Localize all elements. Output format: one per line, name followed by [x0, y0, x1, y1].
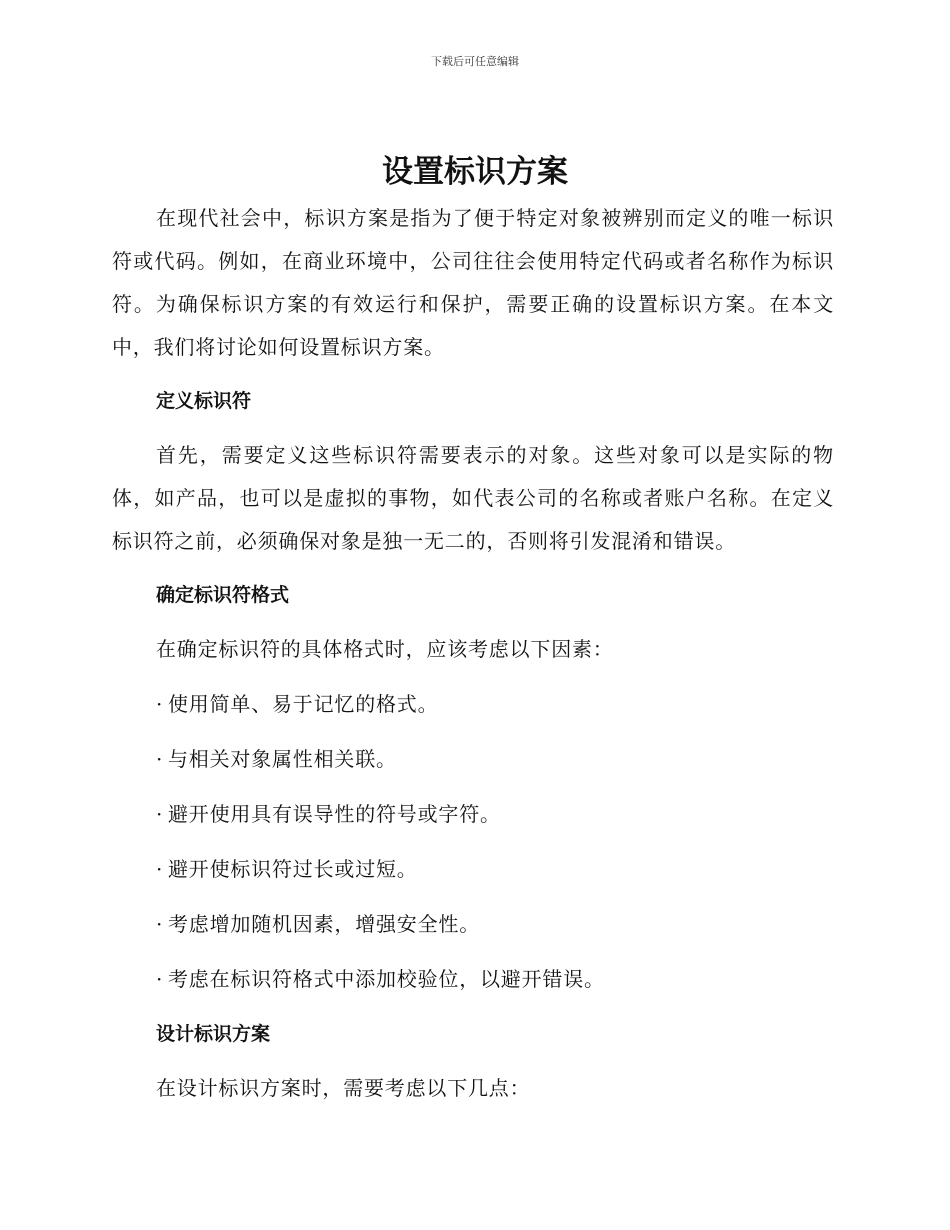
bullet-icon: ·	[156, 912, 164, 936]
section-heading-identifier-format: 确定标识符格式	[156, 584, 290, 606]
list-item-text: 避开使标识符过长或过短。	[168, 857, 418, 881]
list-item-text: 考虑在标识符格式中添加校验位，以避开错误。	[168, 967, 605, 991]
list-item-text: 使用简单、易于记忆的格式。	[168, 692, 439, 716]
bullet-icon: ·	[156, 802, 164, 826]
identifier-format-intro: 在确定标识符的具体格式时，应该考虑以下因素：	[156, 637, 614, 661]
list-item	[156, 958, 834, 1001]
identifier-format-list	[112, 683, 834, 1001]
design-scheme-intro: 在设计标识方案时，需要考虑以下几点：	[156, 1076, 531, 1100]
bullet-icon: ·	[156, 857, 164, 881]
bullet-icon: ·	[156, 747, 164, 771]
list-item	[156, 738, 834, 781]
intro-paragraph: 在现代社会中，标识方案是指为了便于特定对象被辨别而定义的唯一标识符或代码。例如，在商业环境中，公司往往会使用特定代码或者名称作为标识符。为确保标识方案的有效运行和保护，需要正确的设置标识方案。在本文中，我们将讨论如何设置标识方案。	[112, 206, 834, 359]
list-item	[156, 903, 834, 946]
section-heading-design-scheme: 设计标识方案	[156, 1023, 271, 1045]
list-item-text: 考虑增加随机因素，增强安全性。	[168, 912, 480, 936]
list-item-text: 避开使用具有误导性的符号或字符。	[168, 802, 501, 826]
document-body	[112, 197, 834, 1122]
list-item	[156, 848, 834, 891]
section-heading-define-identifier: 定义标识符	[156, 390, 252, 412]
page-header-note: 下载后可任意编辑	[431, 55, 519, 68]
document-title: 设置标识方案	[382, 154, 568, 190]
define-identifier-paragraph: 首先，需要定义这些标识符需要表示的对象。这些对象可以是实际的物体，如产品，也可以是虚拟的事物，如代表公司的名称或者账户名称。在定义标识符之前，必须确保对象是独一无二的，否则将引发混淆和错误。	[112, 443, 834, 553]
bullet-icon: ·	[156, 967, 164, 991]
list-item	[156, 793, 834, 836]
list-item-text: 与相关对象属性相关联。	[168, 747, 397, 771]
list-item	[156, 683, 834, 726]
bullet-icon: ·	[156, 692, 164, 716]
